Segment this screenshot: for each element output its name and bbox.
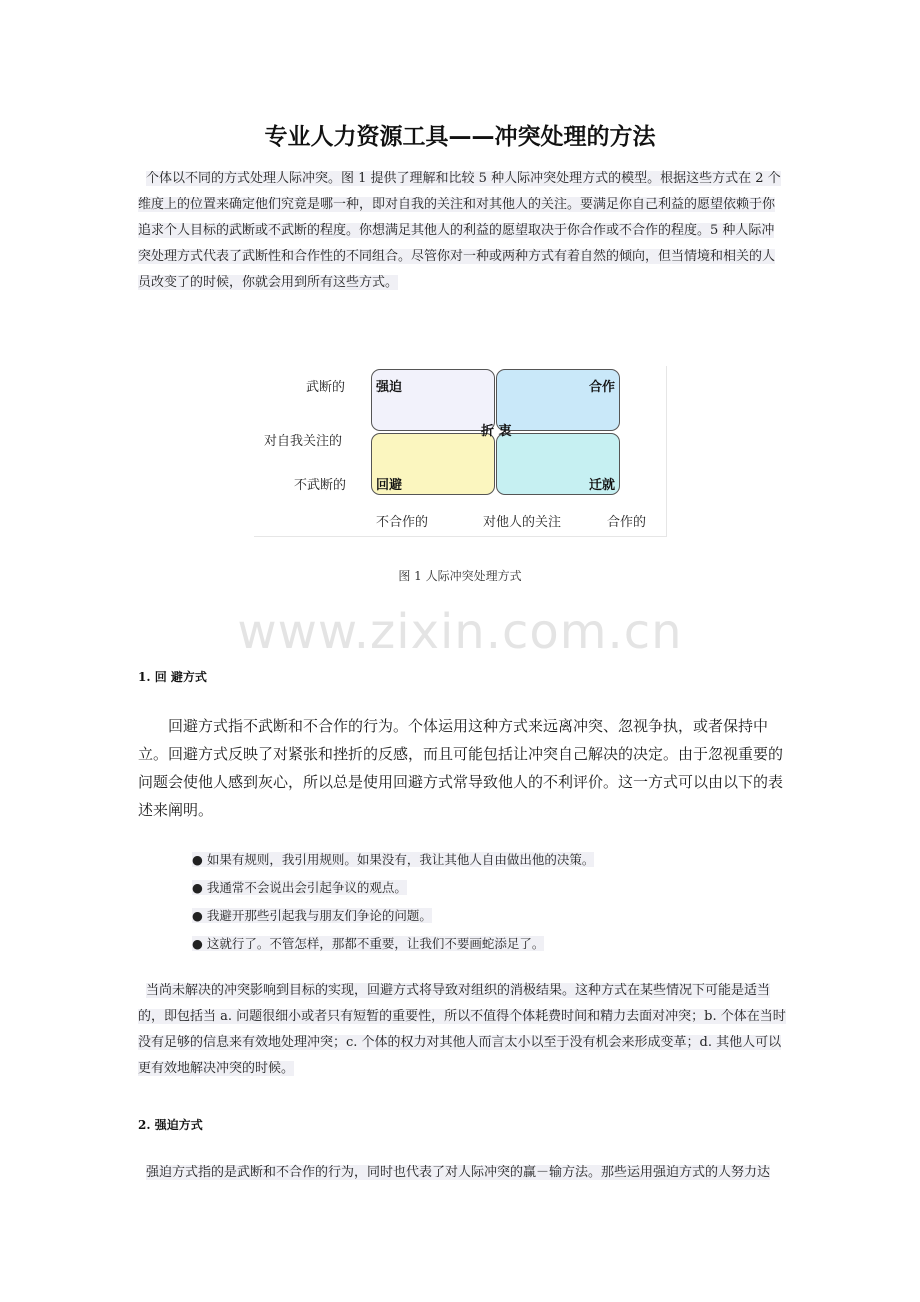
quadrant-collaborating-label: 合作 <box>588 380 615 395</box>
quadrant-avoiding-label: 回避 <box>376 478 403 493</box>
quadrant-forcing-label: 强迫 <box>376 380 403 395</box>
section2-heading: 2. 强迫方式 <box>138 1118 203 1132</box>
quadrant-forcing <box>371 369 495 431</box>
list-item: ● 我避开那些引起我与朋友们争论的问题。 <box>192 908 432 923</box>
figure-caption: 图 1 人际冲突处理方式 <box>398 569 522 583</box>
section2-body-text: 强迫方式指的是武断和不合作的行为，同时也代表了对人际冲突的赢－输方法。那些运用强迫方式的人努力达 <box>146 1165 771 1180</box>
conflict-style-figure <box>254 366 667 537</box>
quadrant-collaborating <box>496 369 620 431</box>
section1-bullet-list <box>192 846 752 958</box>
quadrant-accommodating <box>496 433 620 495</box>
intro-paragraph <box>138 166 786 296</box>
list-item: ● 如果有规则，我引用规则。如果没有，我让其他人自由做出他的决策。 <box>192 852 595 867</box>
center-compromise-label: 折 衷 <box>481 424 512 439</box>
x-label-cooperative: 合作的 <box>607 515 647 530</box>
y-label-assertive: 武断的 <box>306 380 346 395</box>
section1-after-paragraph <box>138 978 786 1082</box>
intro-text: 个体以不同的方式处理人际冲突。图 1 提供了理解和比较 5 种人际冲突处理方式的模型。根据这些方式在 2 个维度上的位置来确定他们究竟是哪一种，即对自我的关注和对其他人的关注。要满足你自己利益的愿望依赖于你追求个人目标的武断或不武断的程度。你想满足其他人的利益的愿望取决于你合作或不合作的程度。5 种人际冲突处理方式代表了武断性和合作性的不同组合。尽管你对一种或两种方式有着自然的倾向，但当情境和相关的人员改变了的时候，你就会用到所有这些方式。 <box>138 171 781 290</box>
x-label-uncooperative: 不合作的 <box>376 515 429 530</box>
section2-body-paragraph <box>138 1160 786 1186</box>
watermark: www.zixin.com.cn <box>237 604 683 660</box>
section1-heading: 1. 回 避方式 <box>138 670 207 684</box>
y-label-self-concern: 对自我关注的 <box>264 434 343 449</box>
y-label-unassertive: 不武断的 <box>294 478 347 493</box>
quadrant-avoiding <box>371 433 495 495</box>
x-label-other-concern: 对他人的关注 <box>483 515 562 530</box>
list-item: ● 我通常不会说出会引起争议的观点。 <box>192 880 407 895</box>
quadrant-accommodating-label: 迁就 <box>588 478 615 493</box>
list-item: ● 这就行了。不管怎样，那都不重要，让我们不要画蛇添足了。 <box>192 936 545 951</box>
section1-body: 回避方式指不武断和不合作的行为。个体运用这种方式来远离冲突、忽视争执，或者保持中立。回避方式反映了对紧张和挫折的反感，而且可能包括让冲突自己解决的决定。由于忽视重要的问题会使他人感到灰心，所以总是使用回避方式常导致他人的不利评价。这一方式可以由以下的表述来阐明。 <box>138 717 784 819</box>
section1-after-text: 当尚未解决的冲突影响到目标的实现，回避方式将导致对组织的消极结果。这种方式在某些情况下可能是适当的，即包括当 a. 问题很细小或者只有短暂的重要性，所以不值得个体耗费时间和精力去面对冲突；b. 个体在当时没有足够的信息来有效地处理冲突；c. 个体的权力对其他人而言太小以至于没有机会来形成变革；d. 其他人可以更有效地解决冲突的时候。 <box>138 983 786 1076</box>
document-title: 专业人力资源工具——冲突处理的方法 <box>264 124 656 150</box>
